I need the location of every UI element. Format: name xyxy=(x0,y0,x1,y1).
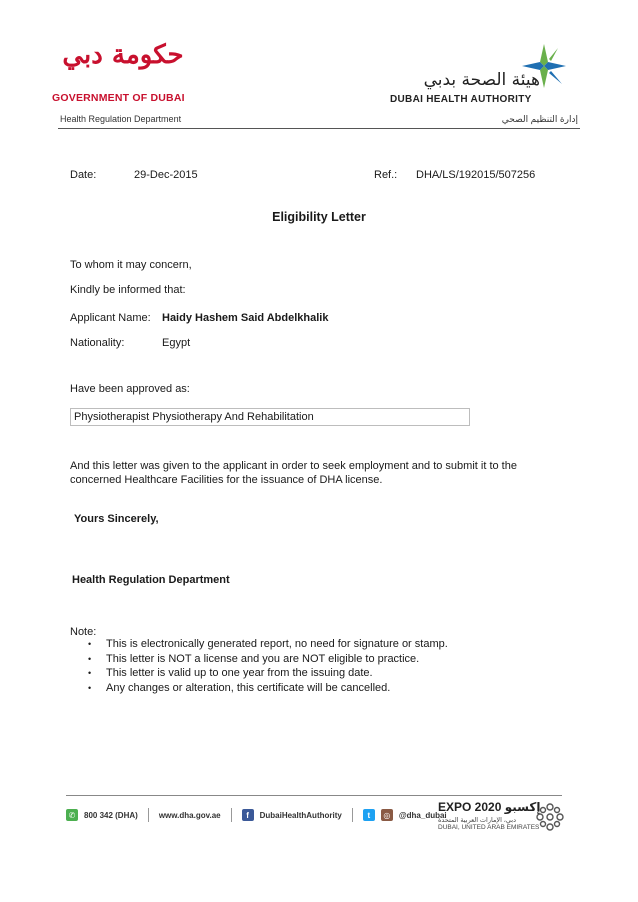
department-name-ar: إدارة التنظيم الصحي xyxy=(501,114,578,124)
expo-title: EXPO 2020 إكسبو xyxy=(438,800,541,814)
footer-phone: 800 342 (DHA) xyxy=(84,810,138,820)
date-label: Date: xyxy=(70,169,97,181)
dubai-health-authority-logo xyxy=(390,40,590,112)
greeting: To whom it may concern, xyxy=(70,259,192,271)
government-of-dubai-logo xyxy=(52,38,202,108)
phone-icon: ✆ xyxy=(66,809,78,821)
footer-divider xyxy=(66,795,562,796)
footer-contact-bar xyxy=(66,804,447,826)
dha-logo-english: DUBAI HEALTH AUTHORITY xyxy=(390,94,532,105)
letter-body xyxy=(70,460,540,487)
applicant-name-value: Haidy Hashem Said Abdelkhalik xyxy=(162,312,329,324)
department-name-en: Health Regulation Department xyxy=(60,114,182,124)
note-item: • This letter is NOT a license and you are NOT eligible to practice. xyxy=(88,652,420,665)
note-item: • This is electronically generated report, no need for signature or stamp. xyxy=(88,638,448,650)
signatory: Health Regulation Department xyxy=(72,574,230,586)
note-list xyxy=(84,637,448,695)
letter-body-line-2: concerned Healthcare Facilities for the issuance of DHA license. xyxy=(70,473,383,486)
note-item: • Any changes or alteration, this certificate will be cancelled. xyxy=(88,681,391,694)
expo-subtitle-en: DUBAI, UNITED ARAB EMIRATES xyxy=(438,824,540,831)
closing: Yours Sincerely, xyxy=(74,513,159,525)
header-divider xyxy=(58,128,580,129)
expo-emblem-icon xyxy=(532,799,568,835)
footer-website[interactable]: www.dha.gov.ae xyxy=(158,810,221,820)
letter-title: Eligibility Letter xyxy=(272,210,366,224)
footer-separator xyxy=(352,808,353,822)
footer-facebook[interactable]: DubaiHealthAuthority xyxy=(259,810,342,820)
nationality-value: Egypt xyxy=(162,337,191,349)
letter-body-line-1: And this letter was given to the applicant in order to seek employment and to submit it to the xyxy=(70,460,517,472)
footer-separator xyxy=(231,808,232,822)
footer-handle[interactable]: @dha_dubai xyxy=(398,810,447,820)
expo-2020-logo xyxy=(438,797,568,837)
bullet-icon: • xyxy=(88,639,92,649)
informed-line: Kindly be informed that: xyxy=(70,284,186,296)
note-item: • This letter is valid up to one year from the issuing date. xyxy=(88,667,373,679)
instagram-icon: ◎ xyxy=(381,809,393,821)
bullet-icon: • xyxy=(88,653,92,664)
nationality-label: Nationality: xyxy=(70,337,125,349)
footer-separator xyxy=(148,808,149,822)
dha-logo-arabic: هيئة الصحة بدبي xyxy=(423,70,540,90)
approved-as-label: Have been approved as: xyxy=(70,383,190,395)
applicant-name-label: Applicant Name: xyxy=(70,312,151,324)
ref-label: Ref.: xyxy=(374,169,398,181)
bullet-icon: • xyxy=(88,682,92,693)
note-label: Note: xyxy=(70,626,97,638)
expo-subtitle-ar: دبي، الإمارات العربية المتحدة xyxy=(438,817,516,824)
profession-box: Physiotherapist Physiotherapy And Rehabilitation xyxy=(70,408,470,426)
gov-logo-arabic: حكومة دبي xyxy=(62,40,184,70)
ref-value: DHA/LS/192015/507256 xyxy=(416,169,536,181)
twitter-icon: t xyxy=(363,809,375,821)
gov-logo-english: GOVERNMENT OF DUBAI xyxy=(52,92,185,104)
date-value: 29-Dec-2015 xyxy=(134,169,198,181)
bullet-icon: • xyxy=(88,668,92,678)
facebook-icon: f xyxy=(242,809,254,821)
